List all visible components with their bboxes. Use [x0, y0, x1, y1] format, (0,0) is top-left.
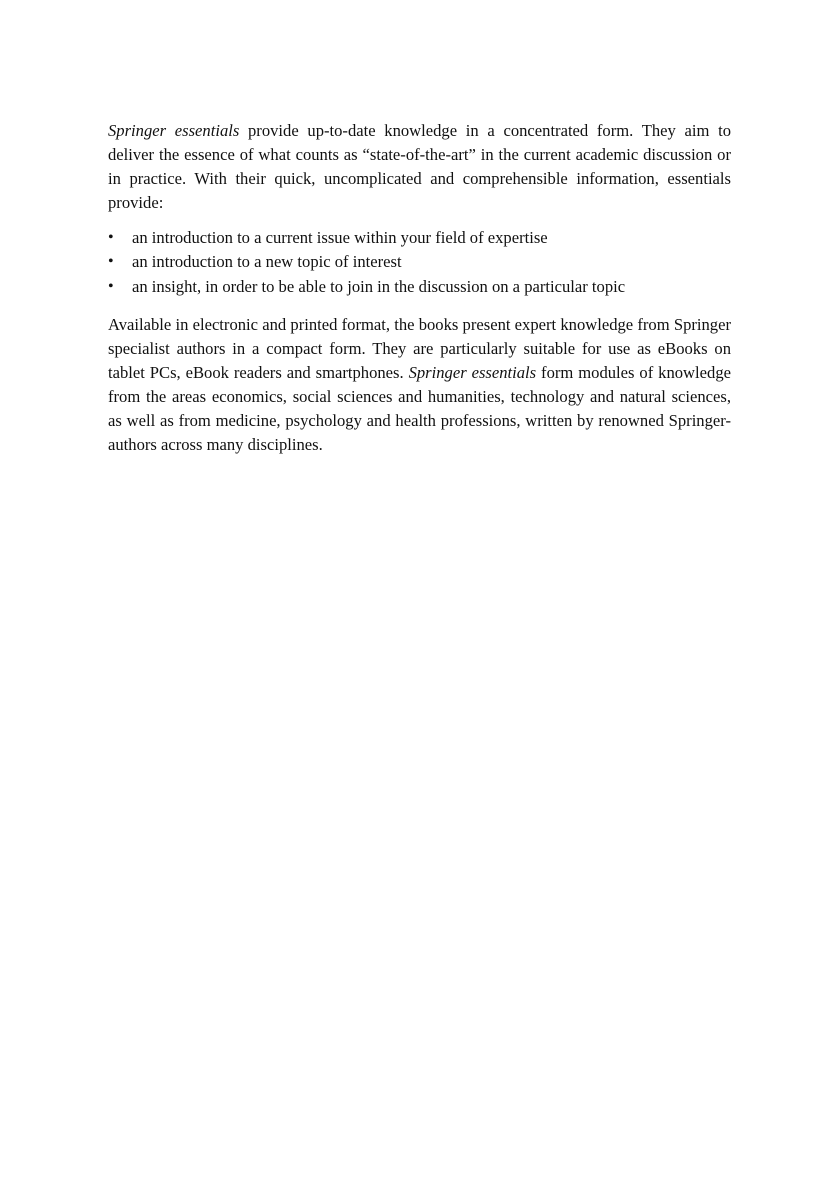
- body-text: [108, 119, 731, 457]
- description-paragraph: [108, 313, 731, 458]
- list-item: [108, 226, 731, 250]
- benefits-list: [108, 226, 731, 298]
- intro-paragraph: [108, 119, 731, 215]
- description-text-part1: Available in electronic and printed format, the books present expert knowledge from Springer specialist authors in a compact form. They are particularly suitable for use as eBooks on tablet PCs, eBook readers and smartphones.: [108, 314, 731, 382]
- list-item-text: an introduction to a new topic of interest: [132, 252, 402, 272]
- bullet-icon: •: [108, 253, 114, 271]
- series-name-italic: Springer essentials: [108, 121, 240, 140]
- bullet-icon: •: [108, 277, 114, 295]
- list-item: [108, 275, 731, 299]
- description-text-part2: form modules of knowledge from the areas economics, social sciences and humanities, technology and natural sciences, as well as from medicine, psychology and health professions, written by renowned Springer-authors across many disciplines.: [108, 362, 731, 455]
- intro-paragraph-text: provide up-to-date knowledge in a concentrated form. They aim to deliver the essence of what counts as “state-of-the-art” in the current academic discussion or in practice. With their quick, uncomplicated and comprehensible information, essentials provide:: [108, 121, 731, 213]
- list-item-text: an introduction to a current issue within your field of expertise: [132, 228, 548, 248]
- bullet-icon: •: [108, 229, 114, 247]
- list-item: [108, 250, 731, 274]
- list-item-text: an insight, in order to be able to join in the discussion on a particular topic: [132, 276, 626, 296]
- series-name-italic: Springer essentials: [408, 362, 537, 382]
